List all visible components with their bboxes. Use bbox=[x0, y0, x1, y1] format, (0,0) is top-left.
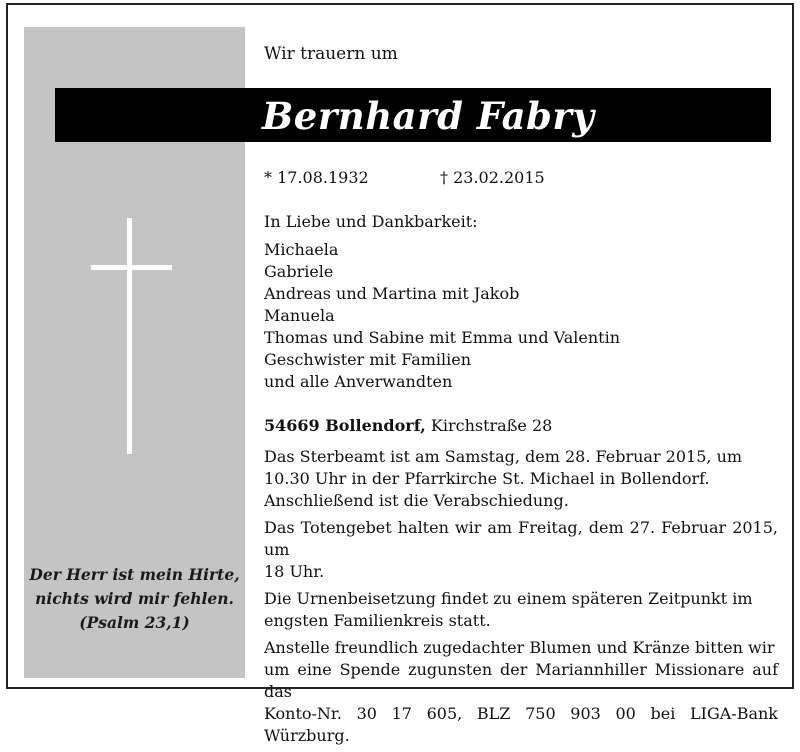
mourner-item: Thomas und Sabine mit Emma und Valentin bbox=[264, 328, 621, 347]
psalm-reference: (Psalm 23,1) bbox=[79, 613, 190, 632]
address-street: Kirchstraße 28 bbox=[430, 416, 553, 435]
cross-icon bbox=[127, 218, 132, 454]
paragraph-line: um eine Spende zugunsten der Mariannhiller Missionare auf das bbox=[264, 660, 778, 701]
mourner-item: Manuela bbox=[264, 306, 335, 325]
prayer-paragraph bbox=[264, 517, 778, 583]
paragraph-line: Anschließend ist die Verabschiedung. bbox=[264, 491, 569, 510]
urn-burial-paragraph bbox=[264, 588, 778, 632]
thanks-heading: In Liebe und Dankbarkeit: bbox=[264, 212, 478, 231]
psalm-line: nichts wird mir fehlen. bbox=[35, 589, 234, 608]
paragraph-line: Anstelle freundlich zugedachter Blumen und Kränze bitten wir bbox=[264, 638, 775, 657]
mourners-list bbox=[264, 239, 620, 393]
address-town: 54669 Bollendorf, bbox=[264, 416, 426, 435]
paragraph-line: 18 Uhr. bbox=[264, 562, 325, 581]
paragraph-line: 10.30 Uhr in der Pfarrkirche St. Michael in Bollendorf. bbox=[264, 469, 710, 488]
mourner-item: Gabriele bbox=[264, 262, 334, 281]
birth-date: * 17.08.1932 bbox=[264, 168, 369, 187]
paragraph-line: engsten Familienkreis statt. bbox=[264, 611, 491, 630]
mourner-item: Geschwister mit Familien bbox=[264, 350, 472, 369]
deceased-name: Bernhard Fabry bbox=[262, 94, 595, 138]
paragraph-line: Die Urnenbeisetzung findet zu einem späteren Zeitpunkt im bbox=[264, 589, 753, 608]
mourner-item: und alle Anverwandten bbox=[264, 372, 453, 391]
address bbox=[264, 416, 552, 435]
mourner-item: Michaela bbox=[264, 240, 339, 259]
mourner-item: Andreas und Martina mit Jakob bbox=[264, 284, 520, 303]
psalm-line: Der Herr ist mein Hirte, bbox=[29, 565, 240, 584]
cross-icon-crossbar bbox=[91, 265, 172, 270]
donation-paragraph bbox=[264, 637, 778, 747]
paragraph-line: Das Sterbeamt ist am Samstag, dem 28. Februar 2015, um bbox=[264, 447, 743, 466]
death-date: † 23.02.2015 bbox=[440, 168, 545, 187]
funeral-mass-paragraph bbox=[264, 446, 778, 512]
paragraph-line: Das Totengebet halten wir am Freitag, dem 27. Februar 2015, um bbox=[264, 518, 778, 559]
psalm-quote bbox=[24, 563, 245, 635]
intro-text: Wir trauern um bbox=[264, 44, 398, 64]
notice-body bbox=[264, 446, 778, 752]
paragraph-line: Konto-Nr. 30 17 605, BLZ 750 903 00 bei LIGA-Bank Würzburg. bbox=[264, 704, 778, 745]
